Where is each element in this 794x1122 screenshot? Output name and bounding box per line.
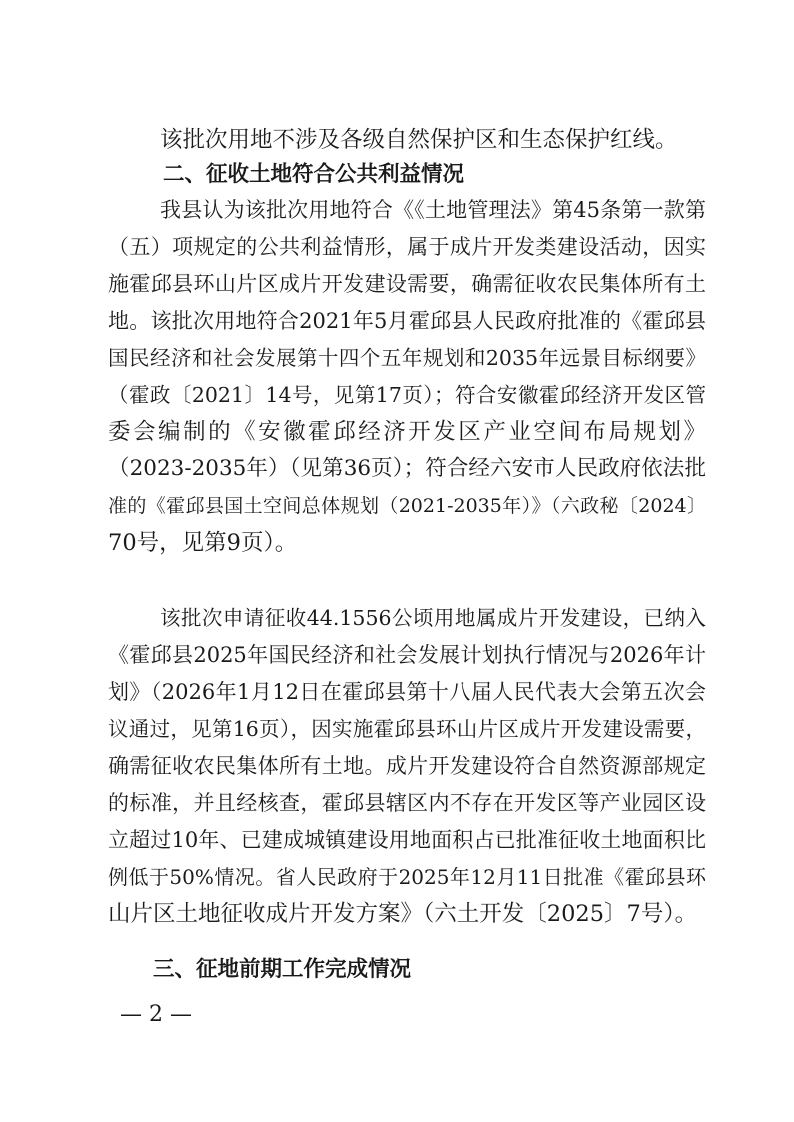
paragraph-line: 《霍邱县2025年国民经济和社会发展计划执行情况与2026年计	[108, 643, 706, 667]
paragraph-line: 立超过10年、已建成城镇建设用地面积占已批准征收土地面积比	[108, 828, 706, 852]
paragraph-line: 的标准，并且经核查，霍邱县辖区内不存在开发区等产业园区设	[108, 791, 706, 815]
section-heading: 二、征收土地符合公共利益情况	[163, 162, 465, 187]
paragraph-line: 确需征收农民集体所有土地。成片开发建设符合自然资源部规定	[108, 754, 706, 778]
paragraph-line: （五）项规定的公共利益情形，属于成片开发类建设活动，因实	[108, 235, 706, 259]
paragraph-line: 例低于50%情况。省人民政府于2025年12月11日批准《霍邱县环	[108, 865, 706, 889]
paragraph-line: 准的《霍邱县国土空间总体规划（2021-2035年）》（六政秘〔2024〕	[108, 495, 706, 517]
paragraph-line: 委会编制的《安徽霍邱经济开发区产业空间布局规划》	[108, 419, 706, 445]
paragraph-line: 该批次申请征收44.1556公顷用地属成片开发建设，已纳入	[160, 606, 706, 630]
paragraph-line: 施霍邱县环山片区成片开发建设需要，确需征收农民集体所有土	[108, 272, 706, 296]
paragraph-line: 地。该批次用地符合2021年5月霍邱县人民政府批准的《霍邱县	[108, 309, 706, 333]
paragraph-line: 70号，见第9页）。	[108, 530, 298, 556]
paragraph-line: 该批次用地不涉及各级自然保护区和生态保护红线。	[160, 127, 678, 153]
paragraph-line: （霍政〔2021〕14号，见第17页）；符合安徽霍邱经济开发区管	[108, 383, 706, 407]
paragraph-line: 山片区土地征收成片开发方案》（六土开发〔2025〕7号）。	[108, 901, 698, 927]
paragraph-line: 议通过，见第16页），因实施霍邱县环山片区成片开发建设需要，	[108, 717, 706, 741]
page-number: — 2 —	[120, 1002, 192, 1027]
paragraph-line: 划》（2026年1月12日在霍邱县第十八届人民代表大会第五次会	[108, 680, 706, 704]
paragraph-line: 我县认为该批次用地符合《《土地管理法》第45条第一款第	[160, 198, 706, 222]
paragraph-line: （2023-2035年）（见第36页）；符合经六安市人民政府依法批	[108, 456, 706, 481]
paragraph-line: 国民经济和社会发展第十四个五年规划和2035年远景目标纲要》	[108, 346, 706, 370]
section-heading: 三、征地前期工作完成情况	[153, 957, 412, 982]
